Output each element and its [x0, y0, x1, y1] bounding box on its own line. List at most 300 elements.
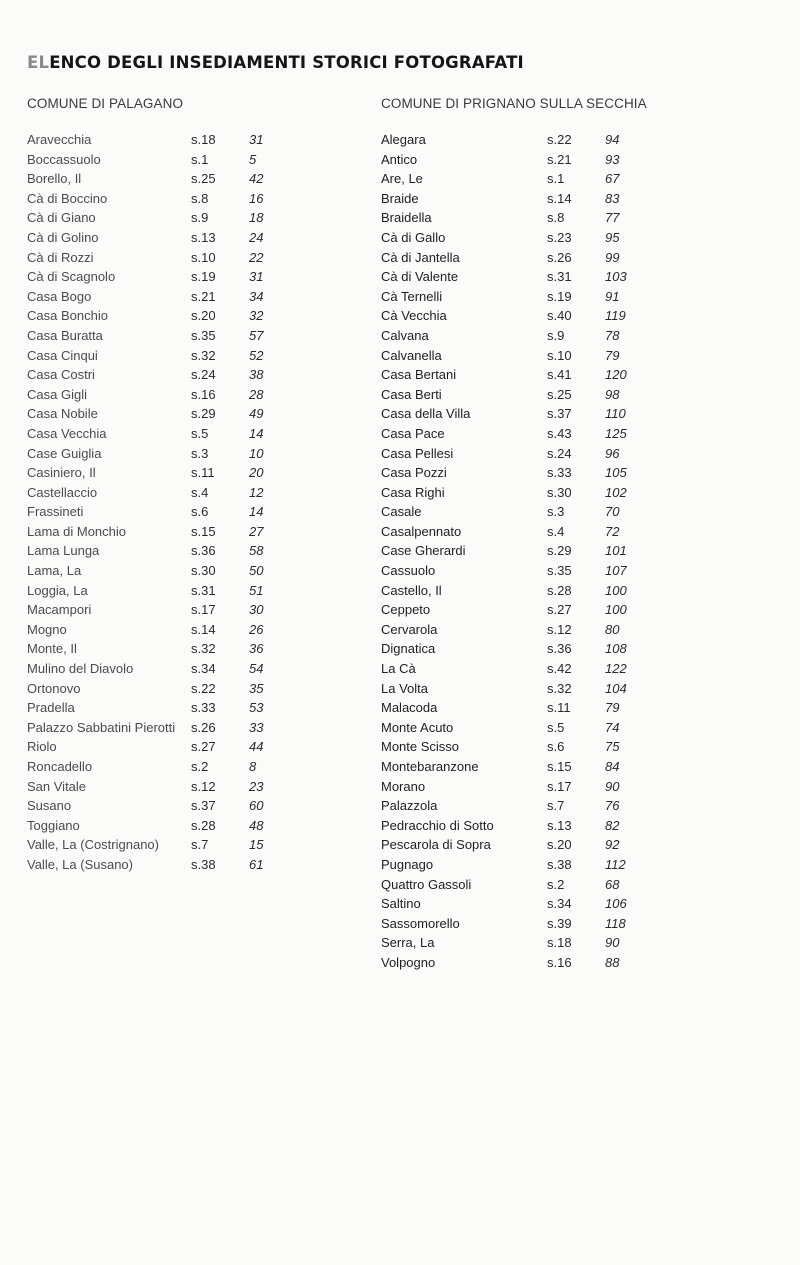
list-item	[381, 737, 711, 757]
settlement-name: Case Guiglia	[27, 445, 102, 461]
page-number: 107	[605, 563, 627, 579]
sheet-number: s.6	[191, 504, 209, 520]
sheet-number: s.8	[191, 190, 209, 206]
list-item	[381, 698, 711, 718]
page-number: 101	[605, 543, 627, 559]
list-item	[381, 953, 711, 973]
settlement-name: Sassomorello	[381, 915, 460, 931]
page-number: 16	[249, 190, 264, 206]
page-number: 78	[605, 327, 620, 343]
settlement-name: Casalpennato	[381, 523, 462, 539]
page-number: 42	[249, 171, 264, 187]
settlement-name: Cà di Jantella	[381, 249, 460, 265]
settlement-name: Casa Nobile	[27, 406, 98, 422]
list-item	[27, 757, 357, 777]
list-item	[381, 541, 711, 561]
list-item	[381, 306, 711, 326]
page-number: 36	[249, 641, 264, 657]
sheet-number: s.24	[547, 445, 572, 461]
sheet-number: s.41	[547, 367, 572, 383]
sheet-number: s.22	[191, 680, 216, 696]
settlement-name: San Vitale	[27, 778, 87, 794]
page-number: 88	[605, 954, 620, 970]
list-item	[27, 150, 357, 170]
settlement-name: Dignatica	[381, 641, 436, 657]
settlement-name: Valle, La (Costrignano)	[27, 837, 159, 853]
page-number: 110	[605, 406, 626, 422]
list-item	[27, 169, 357, 189]
sheet-number: s.13	[547, 817, 572, 833]
sheet-number: s.7	[191, 837, 209, 853]
list-item	[381, 835, 711, 855]
sheet-number: s.17	[191, 602, 216, 618]
page-number: 14	[249, 504, 264, 520]
list-item	[27, 130, 357, 150]
settlement-name: Casa Vecchia	[27, 425, 107, 441]
list-item	[381, 130, 711, 150]
sheet-number: s.25	[547, 386, 572, 402]
page-number: 84	[605, 759, 620, 774]
list-item	[27, 208, 357, 228]
sheet-number: s.5	[191, 425, 209, 441]
prignano-heading: COMUNE DI PRIGNANO SULLA SECCHIA	[381, 96, 647, 111]
settlement-name: Cervarola	[381, 621, 438, 637]
list-item	[381, 757, 711, 777]
list-item	[381, 777, 711, 797]
settlement-name: La Volta	[381, 680, 428, 696]
list-item	[381, 385, 711, 405]
list-item	[381, 248, 711, 268]
settlement-name: Alegara	[381, 132, 426, 147]
settlement-name: Lama di Monchio	[27, 523, 126, 539]
page-number: 10	[249, 445, 264, 461]
list-item	[381, 169, 711, 189]
page-number: 51	[249, 582, 264, 598]
settlement-name: Casa Pace	[381, 425, 445, 441]
page-title-lead: EL	[27, 53, 50, 73]
page-number: 68	[605, 876, 620, 892]
sheet-number: s.30	[547, 484, 572, 500]
page-number: 44	[249, 739, 264, 755]
sheet-number: s.31	[191, 582, 216, 598]
settlement-name: Cà di Golino	[27, 229, 99, 245]
list-item	[381, 600, 711, 620]
settlement-name: Lama Lunga	[27, 543, 100, 559]
sheet-number: s.5	[547, 719, 565, 735]
list-item	[27, 326, 357, 346]
palagano-column	[27, 96, 357, 875]
list-item	[381, 228, 711, 248]
page-title-rest: ENCO DEGLI INSEDIAMENTI STORICI FOTOGRAFATI	[49, 53, 524, 73]
page-number: 96	[605, 445, 620, 461]
list-item	[381, 522, 711, 542]
settlement-name: Ceppeto	[381, 602, 431, 618]
settlement-name: Are, Le	[381, 171, 423, 187]
sheet-number: s.39	[547, 915, 572, 931]
settlement-name: Volpogno	[381, 954, 436, 970]
settlement-name: Cà di Rozzi	[27, 249, 94, 265]
settlement-name: Morano	[381, 778, 426, 794]
settlement-name: Lama, La	[27, 563, 82, 579]
list-item	[27, 620, 357, 640]
sheet-number: s.26	[547, 249, 572, 265]
settlement-name: Casa Gigli	[27, 386, 87, 402]
page-number: 77	[605, 210, 620, 226]
page-number: 22	[249, 249, 264, 265]
sheet-number: s.16	[547, 954, 572, 970]
settlement-name: Pedracchio di Sotto	[381, 817, 494, 833]
settlement-name: Antico	[381, 151, 418, 167]
page-number: 12	[249, 484, 264, 500]
page-number: 57	[249, 327, 264, 343]
sheet-number: s.6	[547, 739, 565, 755]
sheet-number: s.14	[547, 190, 572, 206]
list-item	[381, 483, 711, 503]
list-item	[27, 718, 357, 738]
sheet-number: s.12	[191, 778, 216, 794]
page-number: 90	[605, 935, 620, 951]
sheet-number: s.31	[547, 269, 572, 285]
settlement-name: Cà Ternelli	[381, 288, 443, 304]
page-number: 20	[249, 465, 264, 481]
list-item	[381, 620, 711, 640]
sheet-number: s.27	[547, 602, 572, 618]
settlement-name: Calvanella	[381, 347, 442, 363]
page-number: 105	[605, 465, 627, 481]
page-number: 80	[605, 621, 620, 637]
list-item	[381, 287, 711, 307]
prignano-list	[381, 130, 711, 973]
list-item	[381, 855, 711, 875]
page-number: 83	[605, 190, 620, 206]
page-number: 92	[605, 837, 620, 853]
list-item	[27, 248, 357, 268]
list-item	[27, 581, 357, 601]
sheet-number: s.19	[191, 269, 216, 285]
settlement-name: Braidella	[381, 210, 432, 226]
page-number: 99	[605, 249, 620, 265]
list-item	[381, 267, 711, 287]
list-item	[27, 816, 357, 836]
settlement-name: Casiniero, Il	[27, 465, 96, 481]
sheet-number: s.33	[191, 700, 216, 716]
page-number: 30	[249, 602, 264, 618]
list-item	[27, 835, 357, 855]
sheet-number: s.19	[547, 288, 572, 304]
sheet-number: s.32	[191, 347, 216, 363]
settlement-name: Casa della Villa	[381, 406, 471, 422]
sheet-number: s.18	[547, 935, 572, 951]
page-number: 112	[605, 856, 626, 872]
page-number: 52	[249, 347, 264, 363]
list-item	[27, 404, 357, 424]
sheet-number: s.36	[191, 543, 216, 559]
page-number: 106	[605, 896, 627, 912]
settlement-name: Monte, Il	[27, 641, 77, 657]
page-number: 104	[605, 680, 627, 696]
settlement-name: Palazzo Sabbatini Pierotti	[27, 719, 176, 735]
settlement-name: Boccassuolo	[27, 151, 101, 167]
list-item	[381, 463, 711, 483]
page-number: 23	[249, 778, 264, 794]
settlement-name: Calvana	[381, 327, 429, 343]
settlement-name: Aravecchia	[27, 132, 92, 147]
list-item	[381, 208, 711, 228]
settlement-name: Mogno	[27, 621, 67, 637]
page-number: 53	[249, 700, 264, 716]
page-number: 15	[249, 837, 264, 853]
settlement-name: Casa Berti	[381, 386, 442, 402]
settlement-name: Casa Bonchio	[27, 308, 108, 324]
sheet-number: s.11	[191, 465, 215, 481]
settlement-name: Castellaccio	[27, 484, 98, 500]
settlement-name: Cà Vecchia	[381, 308, 447, 324]
page-number: 72	[605, 523, 620, 539]
page-number: 58	[249, 543, 264, 559]
list-item	[27, 228, 357, 248]
list-item	[381, 150, 711, 170]
sheet-number: s.42	[547, 661, 572, 677]
settlement-name: Casa Righi	[381, 484, 445, 500]
page-number: 75	[605, 739, 620, 755]
sheet-number: s.32	[547, 680, 572, 696]
sheet-number: s.15	[191, 523, 216, 539]
page-number: 103	[605, 269, 627, 285]
sheet-number: s.9	[547, 327, 565, 343]
page-number: 8	[249, 759, 257, 774]
sheet-number: s.32	[191, 641, 216, 657]
sheet-number: s.22	[547, 132, 572, 147]
list-item	[381, 894, 711, 914]
settlement-name: Casa Cinqui	[27, 347, 98, 363]
list-item	[381, 914, 711, 934]
page-number: 26	[249, 621, 264, 637]
sheet-number: s.3	[191, 445, 209, 461]
page-number: 118	[605, 915, 626, 931]
settlement-name: Riolo	[27, 739, 57, 755]
list-item	[381, 581, 711, 601]
sheet-number: s.7	[547, 798, 565, 814]
page-number: 67	[605, 171, 620, 187]
sheet-number: s.37	[191, 798, 216, 814]
settlement-name: La Cà	[381, 661, 416, 677]
page-number: 24	[249, 229, 264, 245]
sheet-number: s.30	[191, 563, 216, 579]
page-number: 79	[605, 347, 620, 363]
list-item	[381, 816, 711, 836]
list-item	[27, 639, 357, 659]
page-number: 90	[605, 778, 620, 794]
sheet-number: s.29	[191, 406, 216, 422]
sheet-number: s.35	[191, 327, 216, 343]
list-item	[27, 365, 357, 385]
settlement-name: Loggia, La	[27, 582, 88, 598]
page-number: 95	[605, 229, 620, 245]
settlement-name: Valle, La (Susano)	[27, 856, 133, 872]
list-item	[27, 267, 357, 287]
list-item	[27, 561, 357, 581]
settlement-name: Casa Bogo	[27, 288, 92, 304]
sheet-number: s.34	[191, 661, 216, 677]
sheet-number: s.27	[191, 739, 216, 755]
page-number: 102	[605, 484, 627, 500]
settlement-name: Serra, La	[381, 935, 435, 951]
settlement-name: Monte Scisso	[381, 739, 460, 755]
settlement-name: Casa Buratta	[27, 327, 103, 343]
sheet-number: s.13	[191, 229, 216, 245]
sheet-number: s.43	[547, 425, 572, 441]
sheet-number: s.38	[191, 856, 216, 872]
prignano-column	[381, 96, 711, 973]
settlement-name: Cà di Giano	[27, 210, 96, 226]
page-title	[27, 53, 524, 72]
sheet-number: s.1	[547, 171, 565, 187]
settlement-name: Quattro Gassoli	[381, 876, 472, 892]
list-item	[381, 502, 711, 522]
sheet-number: s.26	[191, 719, 216, 735]
list-item	[27, 522, 357, 542]
list-item	[27, 502, 357, 522]
list-item	[381, 718, 711, 738]
list-item	[27, 679, 357, 699]
sheet-number: s.20	[547, 837, 572, 853]
list-item	[27, 346, 357, 366]
sheet-number: s.21	[547, 151, 572, 167]
list-item	[27, 855, 357, 875]
palagano-heading: COMUNE DI PALAGANO	[27, 96, 184, 111]
sheet-number: s.18	[191, 132, 216, 147]
page-number: 31	[249, 269, 264, 285]
page-number: 28	[249, 386, 264, 402]
settlement-name: Borello, Il	[27, 171, 82, 187]
sheet-number: s.3	[547, 504, 565, 520]
sheet-number: s.4	[547, 523, 565, 539]
settlement-name: Pescarola di Sopra	[381, 837, 491, 853]
page-number: 79	[605, 700, 620, 716]
page-number: 108	[605, 641, 627, 657]
page-number: 50	[249, 563, 264, 579]
list-item	[381, 639, 711, 659]
page-number: 5	[249, 151, 257, 167]
settlement-name: Toggiano	[27, 817, 80, 833]
page-number: 70	[605, 504, 620, 520]
list-item	[381, 875, 711, 895]
list-item	[381, 659, 711, 679]
page-number: 35	[249, 680, 264, 696]
list-item	[381, 561, 711, 581]
page-number: 18	[249, 210, 264, 226]
page-number: 74	[605, 719, 620, 735]
list-item	[27, 541, 357, 561]
settlement-name: Susano	[27, 798, 72, 814]
sheet-number: s.17	[547, 778, 572, 794]
page-number: 120	[605, 367, 627, 383]
list-item	[381, 444, 711, 464]
sheet-number: s.35	[547, 563, 572, 579]
list-item	[381, 424, 711, 444]
sheet-number: s.4	[191, 484, 209, 500]
list-item	[381, 326, 711, 346]
settlement-name: Pugnago	[381, 856, 434, 872]
list-item	[27, 287, 357, 307]
list-item	[27, 777, 357, 797]
list-item	[27, 737, 357, 757]
settlement-name: Casa Pozzi	[381, 465, 447, 481]
page-number: 94	[605, 132, 620, 147]
list-item	[27, 600, 357, 620]
list-item	[381, 346, 711, 366]
sheet-number: s.16	[191, 386, 216, 402]
page-number: 82	[605, 817, 620, 833]
page-number: 100	[605, 602, 627, 618]
list-item	[27, 483, 357, 503]
page-number: 61	[249, 856, 264, 872]
list-item	[27, 796, 357, 816]
list-item	[381, 796, 711, 816]
sheet-number: s.8	[547, 210, 565, 226]
list-item	[381, 404, 711, 424]
page-number: 27	[249, 523, 264, 539]
sheet-number: s.24	[191, 367, 216, 383]
page-number: 34	[249, 288, 264, 304]
settlement-name: Casa Pellesi	[381, 445, 454, 461]
page-number: 125	[605, 425, 627, 441]
page-number: 32	[249, 308, 264, 324]
sheet-number: s.11	[547, 700, 571, 716]
sheet-number: s.29	[547, 543, 572, 559]
page-number: 48	[249, 817, 264, 833]
page-number: 31	[249, 132, 264, 147]
page-number: 54	[249, 661, 264, 677]
settlement-name: Casa Costri	[27, 367, 95, 383]
page-number: 38	[249, 367, 264, 383]
settlement-name: Palazzola	[381, 798, 438, 814]
settlement-name: Castello, Il	[381, 582, 442, 598]
page-number: 33	[249, 719, 264, 735]
list-item	[27, 698, 357, 718]
list-item	[381, 365, 711, 385]
sheet-number: s.14	[191, 621, 216, 637]
settlement-name: Saltino	[381, 896, 421, 912]
sheet-number: s.21	[191, 288, 216, 304]
sheet-number: s.25	[191, 171, 216, 187]
sheet-number: s.10	[547, 347, 572, 363]
settlement-name: Monte Acuto	[381, 719, 454, 735]
settlement-name: Montebaranzone	[381, 759, 479, 774]
page-number: 76	[605, 798, 620, 814]
list-item	[27, 659, 357, 679]
settlement-name: Cà di Boccino	[27, 190, 108, 206]
settlement-name: Casa Bertani	[381, 367, 457, 383]
settlement-name: Malacoda	[381, 700, 438, 716]
page-number: 119	[605, 308, 626, 324]
palagano-list	[27, 130, 357, 875]
page-number: 14	[249, 425, 264, 441]
page-number: 98	[605, 386, 620, 402]
page-number: 91	[605, 288, 620, 304]
settlement-name: Casale	[381, 504, 422, 520]
sheet-number: s.37	[547, 406, 572, 422]
sheet-number: s.20	[191, 308, 216, 324]
list-item	[27, 306, 357, 326]
sheet-number: s.1	[191, 151, 209, 167]
page-number: 60	[249, 798, 264, 814]
sheet-number: s.9	[191, 210, 209, 226]
sheet-number: s.34	[547, 896, 572, 912]
sheet-number: s.23	[547, 229, 572, 245]
sheet-number: s.28	[191, 817, 216, 833]
settlement-name: Cà di Scagnolo	[27, 269, 116, 285]
